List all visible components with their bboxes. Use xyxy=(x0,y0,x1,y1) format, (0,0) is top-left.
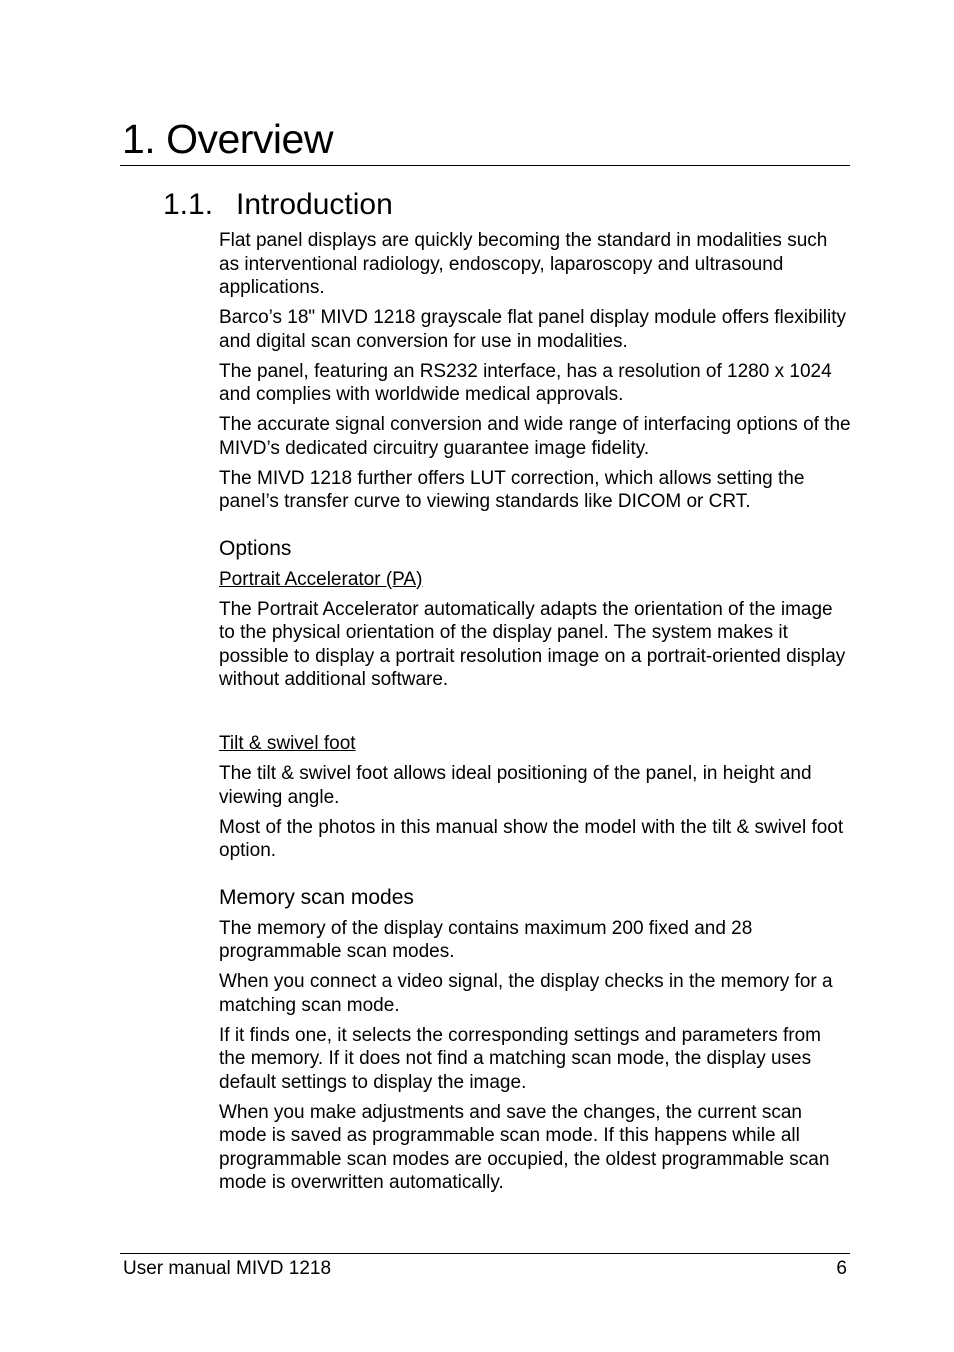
portrait-accelerator-heading: Portrait Accelerator (PA) xyxy=(219,568,423,590)
section-number: 1.1. xyxy=(163,188,214,221)
tilt-swivel-paragraph: The tilt & swivel foot allows ideal positioning of the panel, in height and viewing angle. xyxy=(219,763,812,808)
memory-heading: Memory scan modes xyxy=(219,885,414,909)
section-spacer xyxy=(219,698,851,732)
memory-paragraph: When you make adjustments and save the changes, the current scan mode is saved as programmable scan mode. If this happens while all programmable scan modes are occupied, the oldest programmable scan mode is overwritten automatically. xyxy=(219,1101,830,1193)
chapter-divider xyxy=(120,165,850,166)
intro-paragraph: The accurate signal conversion and wide range of interfacing options of the MIVD’s dedicated circuitry guarantee image fidelity. xyxy=(219,414,851,459)
intro-paragraph: Flat panel displays are quickly becoming the standard in modalities such as interventional radiology, endoscopy, laparoscopy and ultrasound applications. xyxy=(219,230,828,298)
footer-manual-title: User manual MIVD 1218 xyxy=(123,1258,332,1279)
intro-paragraph: Barco’s 18" MIVD 1218 grayscale flat panel display module offers flexibility and digital scan conversion for use in modalities. xyxy=(219,307,847,352)
chapter-title: 1. Overview xyxy=(122,116,333,162)
tilt-swivel-heading: Tilt & swivel foot xyxy=(219,733,356,754)
section-title: Introduction xyxy=(236,188,393,221)
memory-paragraph: If it finds one, it selects the corresponding settings and parameters from the memory. If it does not find a matching scan mode, the display uses default settings to display the image. xyxy=(219,1024,821,1093)
page-number: 6 xyxy=(836,1258,847,1279)
memory-paragraph: When you connect a video signal, the display checks in the memory for a matching scan mode. xyxy=(219,971,833,1016)
options-heading: Options xyxy=(219,536,292,560)
portrait-accelerator-paragraph: The Portrait Accelerator automatically adapts the orientation of the image to the physical orientation of the display panel. The system makes it possible to display a portrait resolution image on a portrait-oriented display without additional software. xyxy=(219,598,846,690)
memory-paragraph: The memory of the display contains maximum 200 fixed and 28 programmable scan modes. xyxy=(219,917,753,962)
intro-paragraph: The panel, featuring an RS232 interface, has a resolution of 1280 x 1024 and complies with worldwide medical approvals. xyxy=(219,360,832,405)
page-content xyxy=(219,229,851,1201)
tilt-swivel-paragraph: Most of the photos in this manual show the model with the tilt & swivel foot option. xyxy=(219,816,844,861)
intro-paragraph: The MIVD 1218 further offers LUT correction, which allows setting the panel’s transfer curve to viewing standards like DICOM or CRT. xyxy=(219,467,805,512)
section-heading xyxy=(163,186,393,224)
footer-divider xyxy=(120,1253,850,1254)
